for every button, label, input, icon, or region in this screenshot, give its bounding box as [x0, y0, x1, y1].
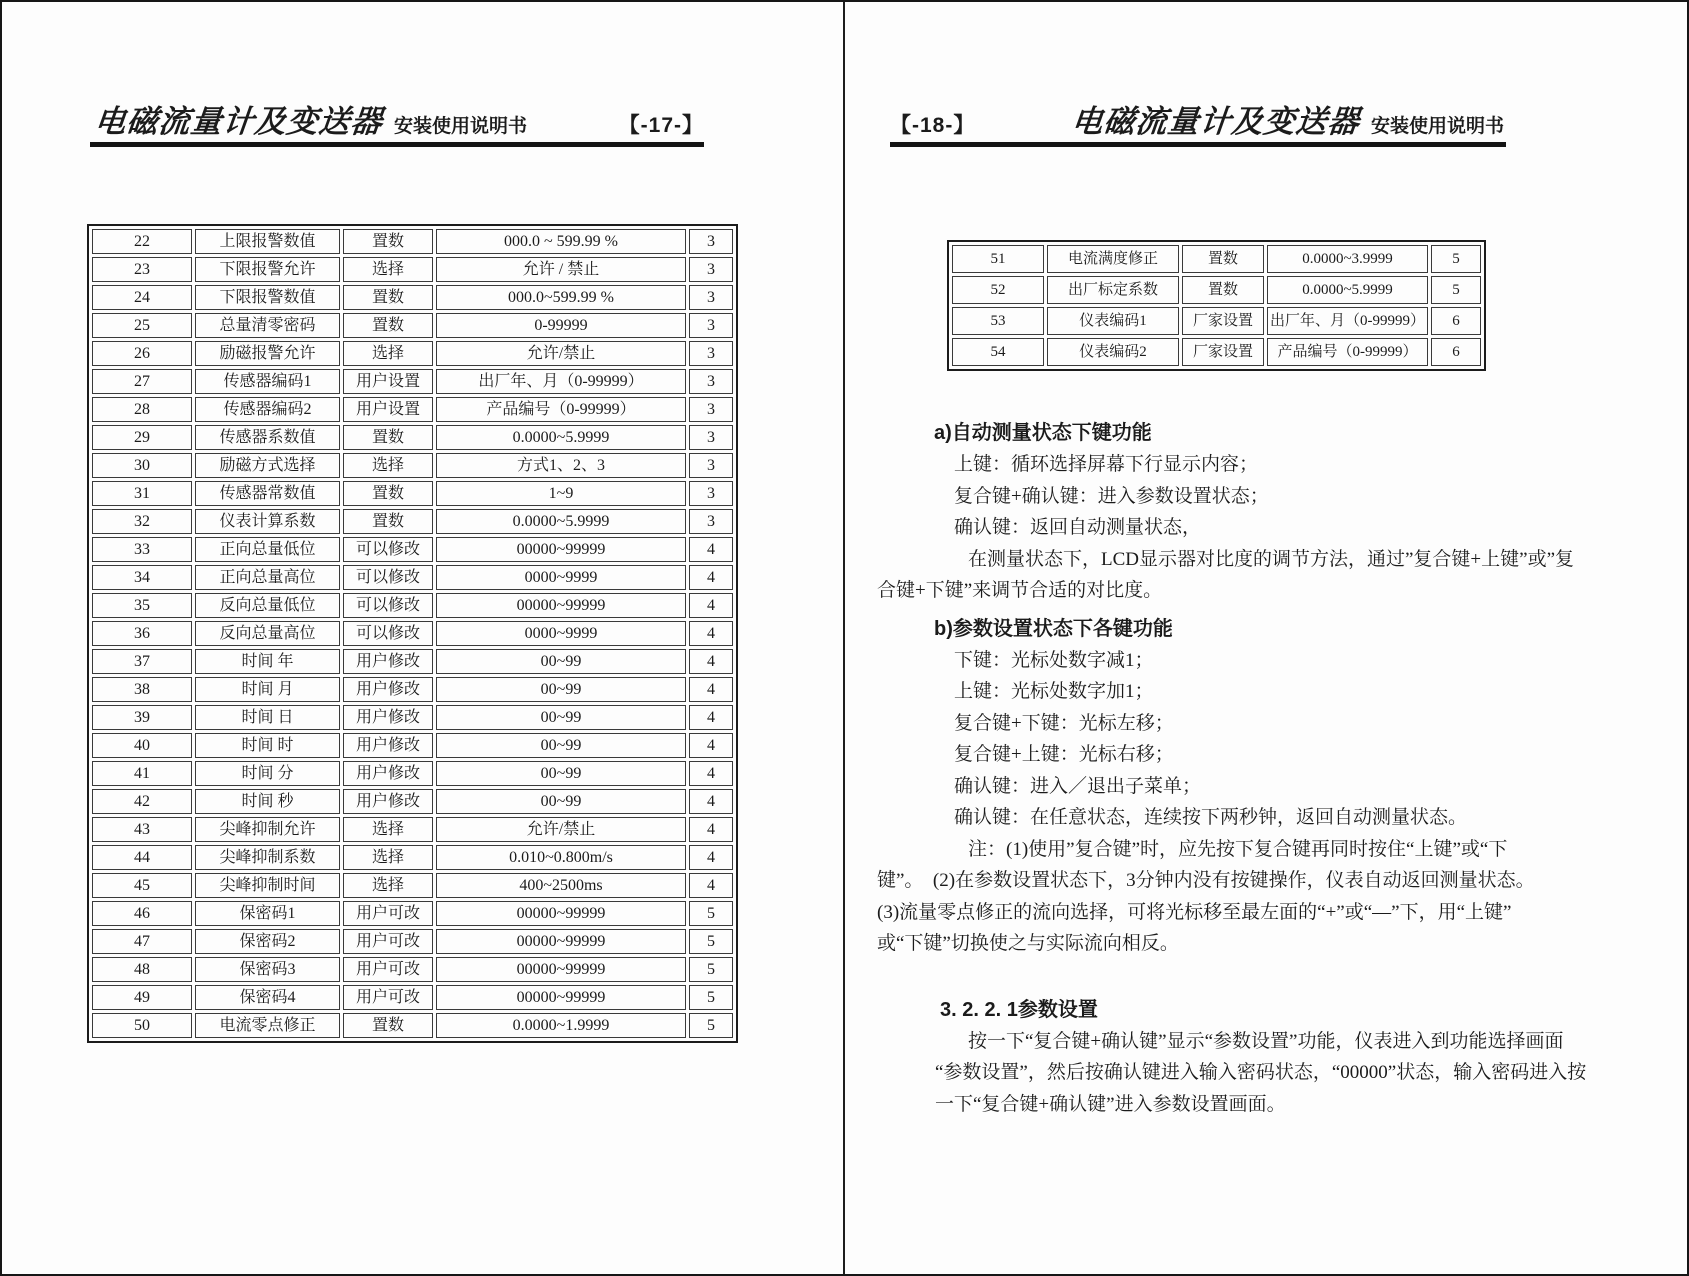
param-no: 33	[92, 537, 192, 562]
table-row	[92, 901, 733, 926]
param-type: 用户修改	[343, 705, 433, 730]
param-no: 41	[92, 761, 192, 786]
param-type: 用户修改	[343, 649, 433, 674]
param-no: 31	[92, 481, 192, 506]
table-row	[952, 276, 1481, 304]
param-name: 下限报警允许	[195, 257, 340, 282]
parameter-table-51-54	[947, 240, 1486, 371]
param-name: 尖峰抑制系数	[195, 845, 340, 870]
body-text	[876, 417, 1587, 1120]
text-line: 注：(1)使用”复合键”时，应先按下复合键再同时按住“上键”或“下	[968, 838, 1508, 860]
param-range: 出厂年、月（0-99999）	[1267, 307, 1428, 335]
param-type: 置数	[343, 1013, 433, 1038]
param-no: 50	[92, 1013, 192, 1038]
param-name: 仪表计算系数	[195, 509, 340, 534]
param-level: 4	[689, 817, 733, 842]
table-row	[92, 649, 733, 674]
param-name: 保密码4	[195, 985, 340, 1010]
table-row	[92, 509, 733, 534]
param-level: 4	[689, 677, 733, 702]
text-line: (3)流量零点修正的流向选择，可将光标移至最左面的“+”或“—”下，用“上键”	[877, 901, 1512, 923]
param-no: 25	[92, 313, 192, 338]
section-b-lines	[876, 645, 1552, 960]
page-17-number: 【-17-】	[618, 114, 704, 137]
param-level: 4	[689, 789, 733, 814]
param-no: 38	[92, 677, 192, 702]
table-row	[92, 761, 733, 786]
text-line: 上键：光标处数字加1；	[954, 681, 1154, 702]
param-level: 6	[1431, 307, 1481, 335]
table-row	[92, 341, 733, 366]
param-name: 上限报警数值	[195, 229, 340, 254]
param-type: 厂家设置	[1182, 338, 1264, 366]
param-range: 00~99	[436, 789, 686, 814]
param-name: 时间 时	[195, 733, 340, 758]
param-name: 反向总量高位	[195, 621, 340, 646]
table-row	[92, 705, 733, 730]
param-range: 00000~99999	[436, 929, 686, 954]
section-a-lines	[876, 449, 1575, 607]
page-18-number: 【-18-】	[890, 114, 976, 137]
param-range: 00~99	[436, 733, 686, 758]
param-name: 保密码1	[195, 901, 340, 926]
param-type: 置数	[1182, 245, 1264, 273]
param-name: 保密码2	[195, 929, 340, 954]
param-name: 正向总量低位	[195, 537, 340, 562]
text-line: 复合键+确认键：进入参数设置状态；	[954, 485, 1269, 507]
param-type: 厂家设置	[1182, 307, 1264, 335]
text-line: 或“下键”切换使之与实际流向相反。	[877, 933, 1179, 954]
table-row	[92, 285, 733, 310]
param-type: 置数	[343, 425, 433, 450]
text-line: 合键+下键”来调节合适的对比度。	[877, 580, 1163, 601]
param-no: 26	[92, 341, 192, 366]
param-type: 用户可改	[343, 901, 433, 926]
table-row	[92, 537, 733, 562]
param-range: 0000~9999	[436, 621, 686, 646]
param-range: 00~99	[436, 649, 686, 674]
param-range: 00~99	[436, 705, 686, 730]
param-name: 电流满度修正	[1047, 245, 1179, 273]
param-type: 选择	[343, 845, 433, 870]
section-b-heading: b)参数设置状态下各键功能	[934, 617, 1173, 640]
param-range: 0.010~0.800m/s	[436, 845, 686, 870]
param-type: 选择	[343, 257, 433, 282]
param-no: 45	[92, 873, 192, 898]
param-range: 0.0000~3.9999	[1267, 245, 1428, 273]
table-row	[92, 929, 733, 954]
document-subtitle: 安装使用说明书	[394, 116, 528, 137]
page-18-title	[1069, 96, 1504, 141]
param-no: 49	[92, 985, 192, 1010]
param-type: 用户可改	[343, 985, 433, 1010]
param-level: 4	[689, 593, 733, 618]
text-line: 下键：光标处数字减1；	[954, 649, 1154, 671]
param-level: 3	[689, 313, 733, 338]
param-level: 4	[689, 537, 733, 562]
param-no: 40	[92, 733, 192, 758]
param-type: 置数	[343, 229, 433, 254]
param-type: 可以修改	[343, 537, 433, 562]
param-name: 仪表编码1	[1047, 307, 1179, 335]
param-level: 5	[689, 901, 733, 926]
param-no: 43	[92, 817, 192, 842]
param-name: 时间 秒	[195, 789, 340, 814]
param-range: 0.0000~1.9999	[436, 1013, 686, 1038]
param-type: 可以修改	[343, 593, 433, 618]
table-row	[952, 245, 1481, 273]
document-title: 电磁流量计及变送器	[92, 104, 385, 139]
param-type: 用户设置	[343, 369, 433, 394]
param-type: 置数	[343, 509, 433, 534]
param-range: 00000~99999	[436, 537, 686, 562]
param-level: 4	[689, 733, 733, 758]
param-no: 32	[92, 509, 192, 534]
param-range: 产品编号（0-99999）	[1267, 338, 1428, 366]
param-type: 置数	[343, 481, 433, 506]
param-range: 00~99	[436, 761, 686, 786]
param-type: 用户修改	[343, 677, 433, 702]
param-type: 置数	[343, 313, 433, 338]
param-level: 5	[689, 1013, 733, 1038]
table-row	[952, 307, 1481, 335]
header-rule-left	[90, 142, 704, 147]
param-level: 6	[1431, 338, 1481, 366]
param-level: 4	[689, 761, 733, 786]
param-no: 47	[92, 929, 192, 954]
param-range: 1~9	[436, 481, 686, 506]
table-row	[92, 313, 733, 338]
document-subtitle: 安装使用说明书	[1370, 116, 1504, 137]
param-range: 0.0000~5.9999	[1267, 276, 1428, 304]
param-no: 27	[92, 369, 192, 394]
table-row	[92, 957, 733, 982]
text-line: 确认键：返回自动测量状态，	[954, 517, 1202, 538]
table-row	[92, 985, 733, 1010]
param-no: 51	[952, 245, 1044, 273]
param-name: 尖峰抑制允许	[195, 817, 340, 842]
param-no: 36	[92, 621, 192, 646]
table-row	[92, 817, 733, 842]
page-18-header	[890, 96, 1504, 141]
text-line: 复合键+下键：光标左移；	[954, 712, 1174, 734]
param-name: 仪表编码2	[1047, 338, 1179, 366]
param-no: 54	[952, 338, 1044, 366]
param-level: 4	[689, 845, 733, 870]
param-type: 用户修改	[343, 733, 433, 758]
param-no: 24	[92, 285, 192, 310]
table-row	[92, 453, 733, 478]
param-range: 0000~9999	[436, 565, 686, 590]
param-type: 可以修改	[343, 565, 433, 590]
param-type: 置数	[1182, 276, 1264, 304]
param-level: 4	[689, 873, 733, 898]
param-no: 28	[92, 397, 192, 422]
param-no: 39	[92, 705, 192, 730]
param-name: 时间 年	[195, 649, 340, 674]
param-level: 3	[689, 509, 733, 534]
table-row	[92, 397, 733, 422]
param-level: 3	[689, 229, 733, 254]
table-row	[92, 621, 733, 646]
page-17-header	[92, 96, 704, 141]
param-name: 下限报警数值	[195, 285, 340, 310]
param-type: 选择	[343, 817, 433, 842]
param-name: 尖峰抑制时间	[195, 873, 340, 898]
param-no: 53	[952, 307, 1044, 335]
param-type: 用户修改	[343, 761, 433, 786]
param-type: 选择	[343, 873, 433, 898]
param-type: 用户可改	[343, 957, 433, 982]
param-no: 46	[92, 901, 192, 926]
param-no: 22	[92, 229, 192, 254]
param-level: 3	[689, 257, 733, 282]
param-type: 用户修改	[343, 789, 433, 814]
table-row	[92, 677, 733, 702]
param-level: 4	[689, 705, 733, 730]
table-row	[92, 257, 733, 282]
param-name: 励磁方式选择	[195, 453, 340, 478]
table-row	[92, 425, 733, 450]
section-3221-lines	[876, 1026, 1587, 1121]
text-line: 键”。 (2)在参数设置状态下，3分钟内没有按键操作，仪表自动返回测量状态。	[877, 870, 1535, 891]
text-line: 确认键：在任意状态，连续按下两秒钟，返回自动测量状态。	[954, 807, 1468, 828]
param-name: 传感器常数值	[195, 481, 340, 506]
param-level: 4	[689, 621, 733, 646]
table-row	[92, 845, 733, 870]
param-name: 时间 月	[195, 677, 340, 702]
param-type: 选择	[343, 453, 433, 478]
param-name: 总量清零密码	[195, 313, 340, 338]
param-no: 35	[92, 593, 192, 618]
table-row	[92, 789, 733, 814]
param-type: 用户可改	[343, 929, 433, 954]
param-no: 37	[92, 649, 192, 674]
param-range: 出厂年、月（0-99999）	[436, 369, 686, 394]
param-level: 5	[689, 929, 733, 954]
param-range: 00000~99999	[436, 985, 686, 1010]
param-name: 保密码3	[195, 957, 340, 982]
page-divider	[843, 2, 845, 1274]
param-name: 传感器编码1	[195, 369, 340, 394]
param-name: 反向总量低位	[195, 593, 340, 618]
param-no: 42	[92, 789, 192, 814]
param-name: 传感器系数值	[195, 425, 340, 450]
param-type: 用户设置	[343, 397, 433, 422]
table-row	[92, 873, 733, 898]
table-row	[92, 1013, 733, 1038]
text-line: 确认键：进入／退出子菜单；	[954, 775, 1202, 797]
table-row	[92, 229, 733, 254]
param-no: 52	[952, 276, 1044, 304]
param-name: 传感器编码2	[195, 397, 340, 422]
text-line: 一下“复合键+确认键”进入参数设置画面。	[935, 1093, 1286, 1115]
param-range: 00000~99999	[436, 957, 686, 982]
param-name: 励磁报警允许	[195, 341, 340, 366]
param-level: 5	[689, 985, 733, 1010]
param-range: 00000~99999	[436, 901, 686, 926]
param-range: 允许/禁止	[436, 817, 686, 842]
param-level: 5	[689, 957, 733, 982]
param-type: 置数	[343, 285, 433, 310]
header-rule-right	[890, 142, 1506, 147]
param-range: 0.0000~5.9999	[436, 425, 686, 450]
param-range: 400~2500ms	[436, 873, 686, 898]
param-range: 允许 / 禁止	[436, 257, 686, 282]
parameter-table-22-50	[87, 224, 738, 1043]
param-range: 产品编号（0-99999）	[436, 397, 686, 422]
param-name: 正向总量高位	[195, 565, 340, 590]
param-no: 34	[92, 565, 192, 590]
param-range: 00000~99999	[436, 593, 686, 618]
param-range: 00~99	[436, 677, 686, 702]
param-range: 允许/禁止	[436, 341, 686, 366]
param-type: 可以修改	[343, 621, 433, 646]
param-level: 4	[689, 565, 733, 590]
param-level: 3	[689, 481, 733, 506]
param-level: 3	[689, 285, 733, 310]
param-no: 30	[92, 453, 192, 478]
param-name: 电流零点修正	[195, 1013, 340, 1038]
param-level: 3	[689, 369, 733, 394]
table-row	[92, 593, 733, 618]
param-level: 3	[689, 397, 733, 422]
param-no: 23	[92, 257, 192, 282]
param-no: 29	[92, 425, 192, 450]
text-line: 上键：循环选择屏幕下行显示内容；	[954, 454, 1259, 475]
table-row	[92, 481, 733, 506]
param-name: 时间 分	[195, 761, 340, 786]
param-level: 3	[689, 341, 733, 366]
param-name: 时间 日	[195, 705, 340, 730]
text-line: 按一下“复合键+确认键”显示“参数设置”功能，仪表进入到功能选择画面	[968, 1030, 1564, 1052]
param-level: 4	[689, 649, 733, 674]
section-3221-heading: 3. 2. 2. 1参数设置	[940, 998, 1098, 1021]
document-title: 电磁流量计及变送器	[1069, 104, 1362, 139]
table-row	[92, 565, 733, 590]
param-range: 方式1、2、3	[436, 453, 686, 478]
param-name: 出厂标定系数	[1047, 276, 1179, 304]
text-line: 复合键+上键：光标右移；	[954, 744, 1174, 765]
param-no: 48	[92, 957, 192, 982]
text-line: 在测量状态下，LCD显示器对比度的调节方法，通过”复合键+上键”或”复	[968, 548, 1575, 570]
param-level: 5	[1431, 276, 1481, 304]
section-a-heading: a)自动测量状态下键功能	[934, 422, 1152, 444]
text-line: “参数设置”，然后按确认键进入输入密码状态，“00000”状态，输入密码进入按	[935, 1062, 1587, 1083]
table-row	[952, 338, 1481, 366]
table-row	[92, 733, 733, 758]
param-range: 0-99999	[436, 313, 686, 338]
page-17-title	[92, 96, 528, 141]
param-type: 选择	[343, 341, 433, 366]
param-level: 5	[1431, 245, 1481, 273]
param-range: 0.0000~5.9999	[436, 509, 686, 534]
param-level: 3	[689, 453, 733, 478]
param-range: 000.0~599.99 %	[436, 285, 686, 310]
param-level: 3	[689, 425, 733, 450]
table-row	[92, 369, 733, 394]
param-range: 000.0 ~ 599.99 %	[436, 229, 686, 254]
param-no: 44	[92, 845, 192, 870]
